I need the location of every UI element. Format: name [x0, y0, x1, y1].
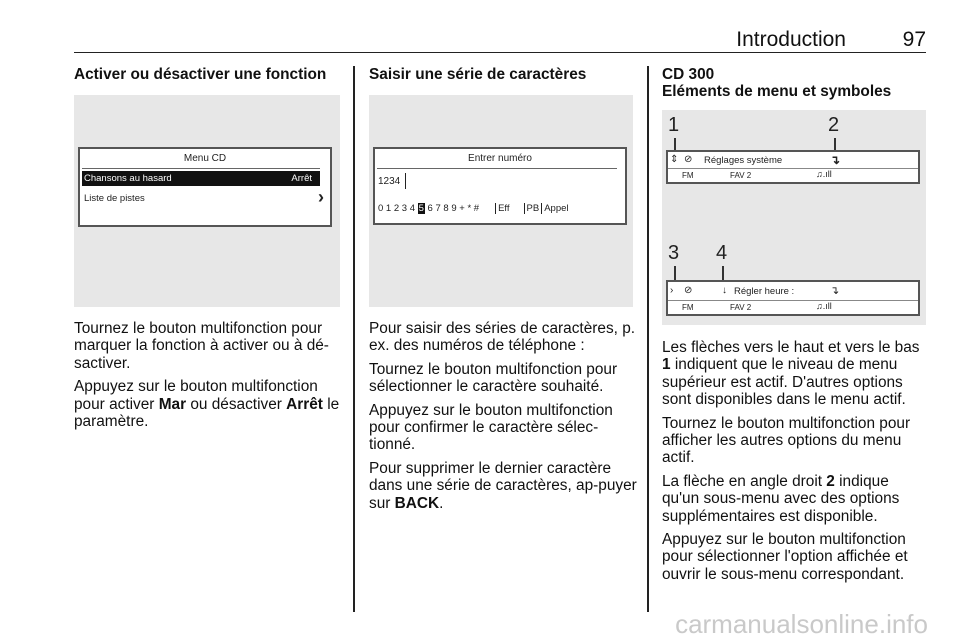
paragraph: Pour saisir des séries de caractères, p. ex. des numéros de téléphone : — [369, 320, 636, 355]
callout-1: 1 — [668, 114, 680, 136]
submenu-arrow-icon: ↴ — [830, 285, 840, 297]
right-arrow-icon: › — [670, 285, 674, 296]
screen-title: Menu CD — [183, 153, 227, 164]
source-label: FM — [682, 171, 694, 180]
entrer-numero-figure — [369, 95, 633, 307]
row-label: Liste de pistes — [84, 193, 145, 204]
clock-icon: ⊘ — [684, 154, 693, 165]
signal-icon: ♫.ıll — [816, 301, 832, 311]
column-divider — [353, 66, 355, 612]
down-arrow-icon: ↓ — [722, 285, 727, 296]
paragraph: Tournez le bouton multifonction pour sélectionner le caractère souhaité. — [369, 360, 618, 396]
display-screen — [78, 147, 332, 227]
menu-item-label: Réglages système — [704, 155, 783, 166]
chevron-right-icon: › — [318, 187, 324, 207]
paragraph: Tournez le bouton multifonction pour afficher les autres options du menu actif. — [662, 414, 911, 467]
callout-4: 4 — [716, 242, 728, 264]
paragraph: La flèche en angle droit 2 indique qu'un sous-menu avec des options supplémentaires est disponible. — [662, 472, 900, 525]
divider — [82, 168, 320, 169]
section-subheading: Eléments de menu et symboles — [662, 83, 892, 101]
column-3-body — [662, 339, 930, 589]
selected-char: 5 — [418, 203, 424, 214]
cd300-symbols-figure — [662, 110, 926, 325]
row-label: Chansons au hasard — [84, 173, 172, 184]
column-2-body — [369, 320, 637, 518]
text-cursor — [405, 173, 406, 189]
menu-cd-figure — [74, 95, 340, 307]
column-1 — [74, 66, 342, 83]
paragraph: Les flèches vers le haut et vers le bas 1 indiquent que le niveau de menu supérieur est actif. D'autres options sont disponibles dans le menu actif. — [662, 339, 920, 409]
display-screen — [373, 147, 627, 225]
column-3 — [662, 66, 930, 101]
section-heading: Activer ou désactiver une fonction — [74, 66, 327, 83]
column-2 — [369, 66, 637, 83]
menu-item-label: Régler heure : — [734, 286, 795, 297]
signal-icon: ♫.ıll — [816, 169, 832, 179]
row-value: Arrêt — [291, 173, 312, 184]
callout-3: 3 — [668, 242, 680, 264]
paragraph: Appuyez sur le bouton multifonction pour confirmer le caractère sélec-tionné. — [369, 401, 613, 454]
paragraph: Appuyez sur le bouton multifonction pour activer Mar ou désactiver Arrêt le paramètre. — [74, 378, 340, 431]
column-1-body — [74, 320, 342, 436]
favourite-label: FAV 2 — [730, 171, 752, 180]
watermark: carmanualsonline.info — [675, 609, 928, 639]
column-divider — [647, 66, 649, 612]
favourite-label: FAV 2 — [730, 303, 752, 312]
display-screen-1 — [666, 150, 920, 184]
screen-title: Entrer numéro — [468, 153, 532, 164]
selected-row — [82, 171, 320, 186]
callout-2: 2 — [828, 114, 840, 136]
display-screen-2 — [666, 280, 920, 316]
submenu-arrow-icon: ↴ — [830, 153, 841, 167]
page-title: Introduction — [736, 28, 846, 51]
up-down-arrow-icon: ⇕ — [670, 154, 679, 165]
input-value: 1234 — [378, 176, 401, 187]
divider — [668, 168, 918, 169]
section-heading: CD 300 — [662, 66, 715, 83]
paragraph: Pour supprimer le dernier caractère dans une série de caractères, ap-puyer sur BACK. — [369, 459, 637, 512]
source-label: FM — [682, 303, 694, 312]
clock-icon: ⊘ — [684, 285, 693, 296]
divider — [668, 300, 918, 301]
paragraph: Tournez le bouton multifonction pour marquer la fonction à activer ou à dé-sactiver. — [74, 320, 329, 372]
page-number: 97 — [902, 28, 926, 51]
char-selector: 0 1 2 3 4 5 6 7 8 9 + * # Eff PB Appel — [378, 203, 569, 214]
divider — [377, 168, 617, 169]
page-header — [74, 28, 926, 53]
section-heading: Saisir une série de caractères — [369, 66, 587, 83]
paragraph: Appuyez sur le bouton multifonction pour sélectionner l'option affichée et ouvrir le sous-menu correspondant. — [662, 531, 908, 583]
